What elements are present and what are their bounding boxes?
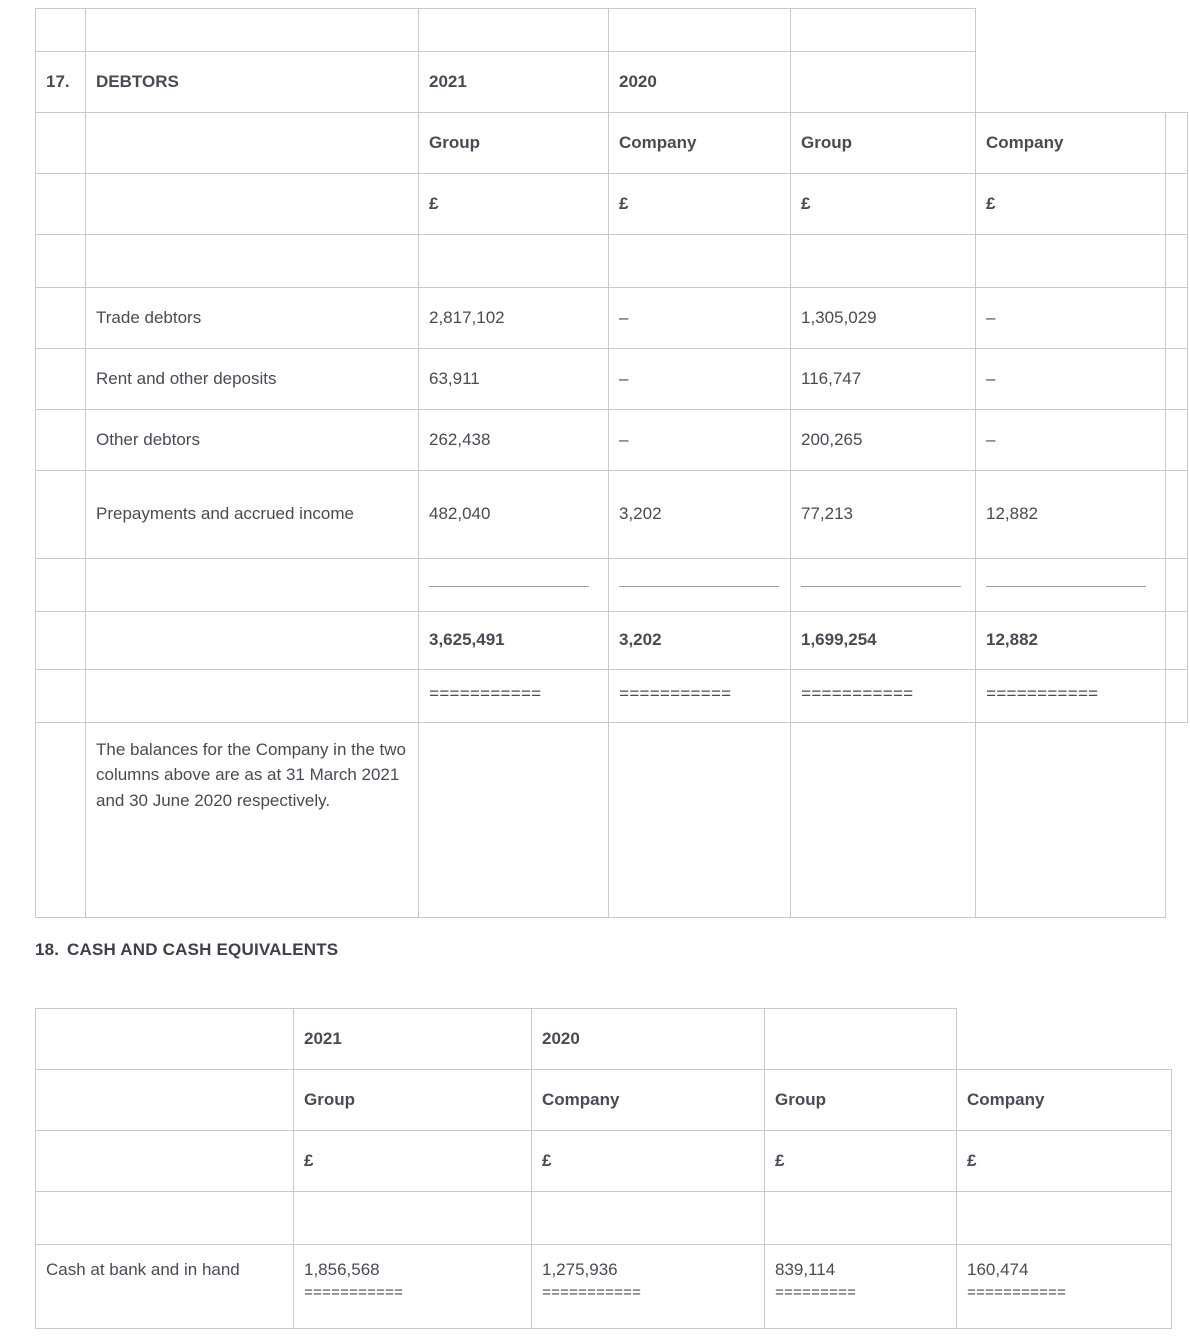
cell-blank bbox=[1166, 611, 1188, 669]
col-header-company-2021: Company bbox=[532, 1070, 765, 1131]
currency-symbol: £ bbox=[765, 1131, 957, 1192]
col-header-group-2020: Group bbox=[765, 1070, 957, 1131]
cell-blank bbox=[1166, 9, 1188, 52]
table-row-doublerule bbox=[36, 669, 1188, 722]
note-number: 18. bbox=[35, 940, 60, 959]
double-rule: =========== bbox=[419, 669, 609, 722]
table-row bbox=[36, 1245, 1172, 1329]
table-row bbox=[36, 470, 1188, 558]
cell-blank bbox=[86, 112, 419, 173]
cell-blank bbox=[36, 470, 86, 558]
table-row-currency bbox=[36, 1131, 1172, 1192]
cell-blank bbox=[36, 611, 86, 669]
year-2020-header: 2020 bbox=[532, 1009, 765, 1070]
table-row-title bbox=[36, 51, 1188, 112]
cell-blank bbox=[1166, 51, 1188, 112]
year-2020-header: 2020 bbox=[609, 51, 791, 112]
col-header-company-2021: Company bbox=[609, 112, 791, 173]
currency-symbol: £ bbox=[419, 173, 609, 234]
cell-blank bbox=[609, 722, 791, 917]
subtotal-rule bbox=[791, 558, 976, 611]
note-number: 17. bbox=[36, 51, 86, 112]
cell-blank bbox=[86, 669, 419, 722]
col-header-group-2021: Group bbox=[294, 1070, 532, 1131]
col-header-group-2021: Group bbox=[419, 112, 609, 173]
cell-blank bbox=[765, 1192, 957, 1245]
row-value: – bbox=[976, 287, 1166, 348]
subtotal-rule bbox=[609, 558, 791, 611]
note-title: CASH AND CASH EQUIVALENTS bbox=[67, 940, 339, 959]
currency-symbol: £ bbox=[957, 1131, 1172, 1192]
cell-blank bbox=[36, 112, 86, 173]
row-value: 200,265 bbox=[791, 409, 976, 470]
row-value: 839,114 bbox=[775, 1260, 836, 1279]
cell-blank bbox=[609, 234, 791, 287]
table-row-years bbox=[36, 1009, 1172, 1070]
cell-blank bbox=[791, 722, 976, 917]
currency-symbol: £ bbox=[791, 173, 976, 234]
currency-symbol: £ bbox=[294, 1131, 532, 1192]
row-value: 160,474 bbox=[967, 1260, 1029, 1279]
cell-blank bbox=[1166, 173, 1188, 234]
row-value: 116,747 bbox=[791, 348, 976, 409]
currency-symbol: £ bbox=[532, 1131, 765, 1192]
double-rule: =========== bbox=[976, 669, 1166, 722]
cell-blank bbox=[957, 1009, 1172, 1070]
cell-blank bbox=[419, 722, 609, 917]
subtotal-rule bbox=[976, 558, 1166, 611]
table-row-currency bbox=[36, 173, 1188, 234]
row-value: 2,817,102 bbox=[419, 287, 609, 348]
cell-blank bbox=[86, 9, 419, 52]
currency-symbol: £ bbox=[609, 173, 791, 234]
row-value-cell bbox=[294, 1245, 532, 1329]
total-value: 3,202 bbox=[609, 611, 791, 669]
cell-blank bbox=[976, 234, 1166, 287]
double-rule: =========== bbox=[609, 669, 791, 722]
table-row-rule bbox=[36, 558, 1188, 611]
table-row bbox=[36, 348, 1188, 409]
cell-blank bbox=[1166, 470, 1188, 558]
note-title: DEBTORS bbox=[86, 51, 419, 112]
cell-blank bbox=[36, 409, 86, 470]
cell-blank bbox=[294, 1192, 532, 1245]
row-value: – bbox=[976, 348, 1166, 409]
col-header-company-2020: Company bbox=[976, 112, 1166, 173]
row-value: 262,438 bbox=[419, 409, 609, 470]
row-value: – bbox=[609, 287, 791, 348]
row-value-cell bbox=[532, 1245, 765, 1329]
col-header-company-2020: Company bbox=[957, 1070, 1172, 1131]
cell-blank bbox=[1166, 112, 1188, 173]
row-value: 482,040 bbox=[419, 470, 609, 558]
cell-blank bbox=[1166, 722, 1188, 917]
cell-blank bbox=[86, 173, 419, 234]
row-value: 12,882 bbox=[976, 470, 1166, 558]
col-header-group-2020: Group bbox=[791, 112, 976, 173]
cell-blank bbox=[976, 51, 1166, 112]
row-value-cell bbox=[765, 1245, 957, 1329]
cell-blank bbox=[86, 234, 419, 287]
table-row-colheaders bbox=[36, 112, 1188, 173]
subtotal-rule bbox=[419, 558, 609, 611]
cell-blank bbox=[1166, 234, 1188, 287]
cell-blank bbox=[36, 9, 86, 52]
row-value: 77,213 bbox=[791, 470, 976, 558]
cell-blank bbox=[1166, 669, 1188, 722]
total-value: 1,699,254 bbox=[791, 611, 976, 669]
cell-blank bbox=[791, 234, 976, 287]
row-value: 3,202 bbox=[609, 470, 791, 558]
row-value: 1,275,936 bbox=[542, 1260, 618, 1279]
table-row bbox=[36, 409, 1188, 470]
cell-blank bbox=[1166, 409, 1188, 470]
cell-blank bbox=[765, 1009, 957, 1070]
cell-blank bbox=[957, 1192, 1172, 1245]
row-value: – bbox=[976, 409, 1166, 470]
cell-blank bbox=[36, 234, 86, 287]
double-rule: =========== bbox=[304, 1284, 404, 1302]
debtors-table bbox=[35, 8, 1188, 918]
total-value: 3,625,491 bbox=[419, 611, 609, 669]
table-row bbox=[36, 9, 1188, 52]
cell-blank bbox=[609, 9, 791, 52]
cell-blank bbox=[1166, 348, 1188, 409]
table-row bbox=[36, 234, 1188, 287]
cell-blank bbox=[532, 1192, 765, 1245]
double-rule: ========= bbox=[775, 1284, 857, 1302]
year-2021-header: 2021 bbox=[294, 1009, 532, 1070]
row-value: – bbox=[609, 409, 791, 470]
table-row bbox=[36, 287, 1188, 348]
row-label: Trade debtors bbox=[86, 287, 419, 348]
double-rule: =========== bbox=[967, 1284, 1067, 1302]
row-label: Other debtors bbox=[86, 409, 419, 470]
double-rule: =========== bbox=[791, 669, 976, 722]
row-value: 1,305,029 bbox=[791, 287, 976, 348]
cell-blank bbox=[36, 348, 86, 409]
cell-blank bbox=[36, 558, 86, 611]
total-value: 12,882 bbox=[976, 611, 1166, 669]
cell-blank bbox=[791, 9, 976, 52]
table-row-total bbox=[36, 611, 1188, 669]
footnote-text: The balances for the Company in the two columns above are as at 31 March 2021 and 30 June 2020 respectively. bbox=[86, 722, 419, 917]
table-row-footnote bbox=[36, 722, 1188, 917]
row-label: Prepayments and accrued income bbox=[86, 470, 419, 558]
cell-blank bbox=[36, 722, 86, 917]
row-value: 1,856,568 bbox=[304, 1260, 380, 1279]
cell-blank bbox=[976, 9, 1166, 52]
cell-blank bbox=[1166, 558, 1188, 611]
table-row-colheaders bbox=[36, 1070, 1172, 1131]
row-label: Rent and other deposits bbox=[86, 348, 419, 409]
double-rule: =========== bbox=[542, 1284, 642, 1302]
cell-blank bbox=[86, 611, 419, 669]
cell-blank bbox=[36, 1009, 294, 1070]
row-value: – bbox=[609, 348, 791, 409]
table-row bbox=[36, 1192, 1172, 1245]
cell-blank bbox=[36, 1131, 294, 1192]
cell-blank bbox=[36, 287, 86, 348]
row-label: Cash at bank and in hand bbox=[36, 1245, 294, 1329]
cell-blank bbox=[36, 173, 86, 234]
cell-blank bbox=[1166, 287, 1188, 348]
cash-and-cash-equivalents-table bbox=[35, 1008, 1172, 1329]
cell-blank bbox=[419, 9, 609, 52]
currency-symbol: £ bbox=[976, 173, 1166, 234]
year-2021-header: 2021 bbox=[419, 51, 609, 112]
cell-blank bbox=[791, 51, 976, 112]
cell-blank bbox=[419, 234, 609, 287]
cell-blank bbox=[36, 669, 86, 722]
cell-blank bbox=[976, 722, 1166, 917]
row-value: 63,911 bbox=[419, 348, 609, 409]
cell-blank bbox=[36, 1070, 294, 1131]
cell-blank bbox=[86, 558, 419, 611]
row-value-cell bbox=[957, 1245, 1172, 1329]
cell-blank bbox=[36, 1192, 294, 1245]
section-18-heading bbox=[35, 940, 1155, 960]
